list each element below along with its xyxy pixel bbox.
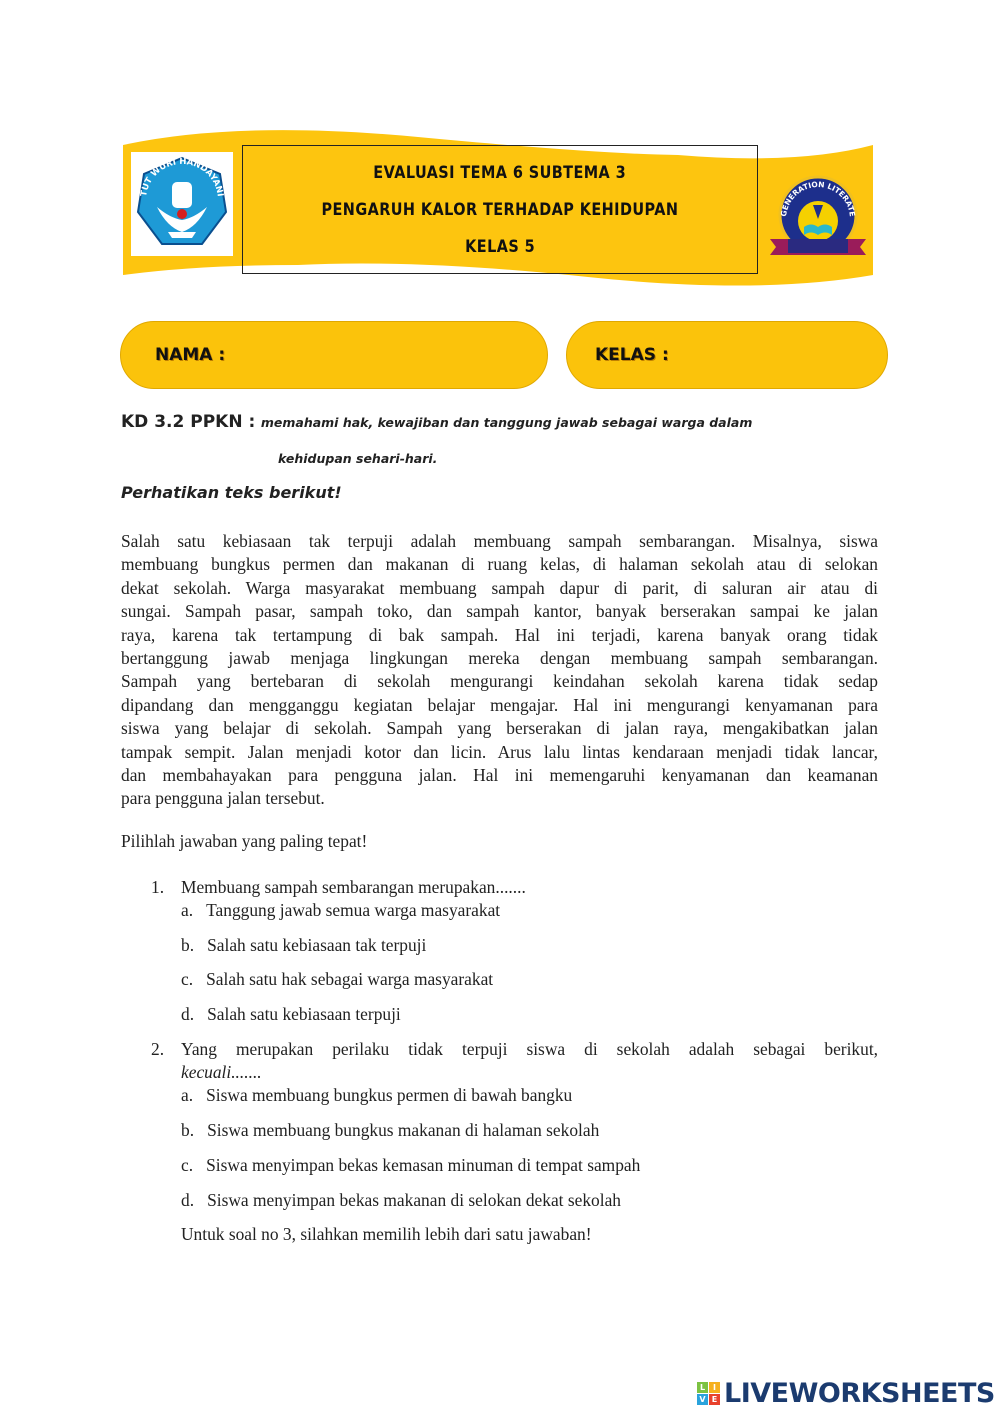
q1-option-d[interactable] [181,1004,401,1025]
kelas-label: KELAS : [595,345,669,365]
paragraph-line: siswa yang belajar di sekolah. Sampah yang berserakan di jalan raya, mengakibatkan jalan [121,718,878,739]
section-heading: Perhatikan teks berikut! [121,483,342,502]
option-letter: c. [181,969,194,989]
kd-text-2: kehidupan sehari-hari. [278,451,438,466]
badge-letter: E [709,1394,720,1405]
option-letter: b. [181,1120,195,1140]
badge-letter: V [697,1394,708,1405]
reading-paragraph [121,530,878,811]
instruction: Pilihlah jawaban yang paling tepat! [121,831,368,851]
option-text: Tanggung jawab semua warga masyarakat [206,900,501,920]
q2-text-2: kecuali....... [181,1062,262,1082]
badge-letter: L [697,1382,708,1393]
paragraph-line: membuang bungkus permen dan makanan di ruang kelas, di halaman sekolah atau di selokan [121,554,878,575]
paragraph-line: bertanggung jawab menjaga lingkungan mereka dengan membuang sampah sembarangan. [121,648,878,669]
option-letter: b. [181,935,195,955]
option-text: Salah satu kebiasaan terpuji [207,1004,401,1024]
option-text: Siswa membuang bungkus permen di bawah bangku [206,1085,573,1105]
title-line-3: KELAS 5 [465,236,535,257]
generation-literate-logo [768,173,868,263]
live-badge-icon [697,1382,720,1405]
paragraph-line: tampak sempit. Jalan menjadi kotor dan licin. Arus lalu lintas kendaraan menjadi tidak lancar, [121,741,878,762]
kelas-field[interactable] [566,321,888,389]
option-letter: d. [181,1004,195,1024]
paragraph-line: para pengguna jalan tersebut. [121,788,325,809]
paragraph-line: raya, karena tak tertampung di bak sampah. Hal ini terjadi, karena banyak orang tidak [121,624,878,645]
paragraph-line: dekat sekolah. Warga masyarakat membuang sampah dapur di parit, di saluran air atau di [121,577,878,598]
title-line-2: PENGARUH KALOR TERHADAP KEHIDUPAN [321,199,679,220]
q2-option-d[interactable] [181,1190,621,1211]
tut-wuri-handayani-logo [131,152,233,256]
paragraph-line: dipandang dan mengganggu kegiatan belajar mengajar. Hal ini mengurangi kenyamanan para [121,694,878,715]
q2-option-b[interactable] [181,1120,599,1141]
watermark-text: LIVEWORKSHEETS [724,1378,995,1409]
option-text: Salah satu kebiasaan tak terpuji [207,935,427,955]
q1-option-b[interactable] [181,935,426,956]
title-line-1: EVALUASI TEMA 6 SUBTEMA 3 [373,162,627,183]
option-letter: a. [181,900,194,920]
paragraph-line: Sampah yang bertebaran di sekolah mengurangi keindahan sekolah karena tidak sedap [121,671,878,692]
option-letter: d. [181,1190,195,1210]
kd-text-1: memahami hak, kewajiban dan tanggung jawab sebagai warga dalam [260,415,753,430]
kd-line [121,412,752,432]
q1-option-a[interactable] [181,900,500,921]
option-text: Salah satu hak sebagai warga masyarakat [206,969,494,989]
option-letter: c. [181,1155,194,1175]
option-text: Siswa menyimpan bekas makanan di selokan dekat sekolah [207,1190,621,1210]
kd-label: KD 3.2 PPKN : [121,412,256,432]
liveworksheets-watermark [697,1378,995,1409]
left-logo-text-path: TUT WURI HANDAYANI [139,156,225,198]
option-text: Siswa membuang bungkus makanan di halaman sekolah [207,1120,600,1140]
q2-text: Yang merupakan perilaku tidak terpuji siswa di sekolah adalah sebagai berikut, [181,1039,878,1059]
q2-option-c[interactable] [181,1155,640,1176]
option-text: Siswa menyimpan bekas kemasan minuman di tempat sampah [206,1155,641,1175]
right-logo-text-path: GENERATION LITERATE [779,179,857,218]
badge-letter: I [709,1382,720,1393]
paragraph-line: Salah satu kebiasaan tak terpuji adalah membuang sampah sembarangan. Misalnya, siswa [121,531,878,551]
q1-text: Membuang sampah sembarangan merupakan....... [181,877,526,897]
q1-option-c[interactable] [181,969,493,990]
title-box [242,145,758,274]
option-letter: a. [181,1085,194,1105]
paragraph-line: sungai. Sampah pasar, sampah toko, dan sampah kantor, banyak berserakan sampai ke jalan [121,601,878,622]
nama-label: NAMA : [155,345,226,365]
q2-option-a[interactable] [181,1085,572,1106]
q3-note: Untuk soal no 3, silahkan memilih lebih dari satu jawaban! [181,1224,592,1244]
q2-number: 2. [151,1039,165,1059]
q1-number: 1. [151,877,165,897]
nama-field[interactable] [120,321,548,389]
paragraph-line: dan membahayakan para pengguna jalan. Hal ini memengaruhi kenyamanan dan keamanan [121,765,878,786]
